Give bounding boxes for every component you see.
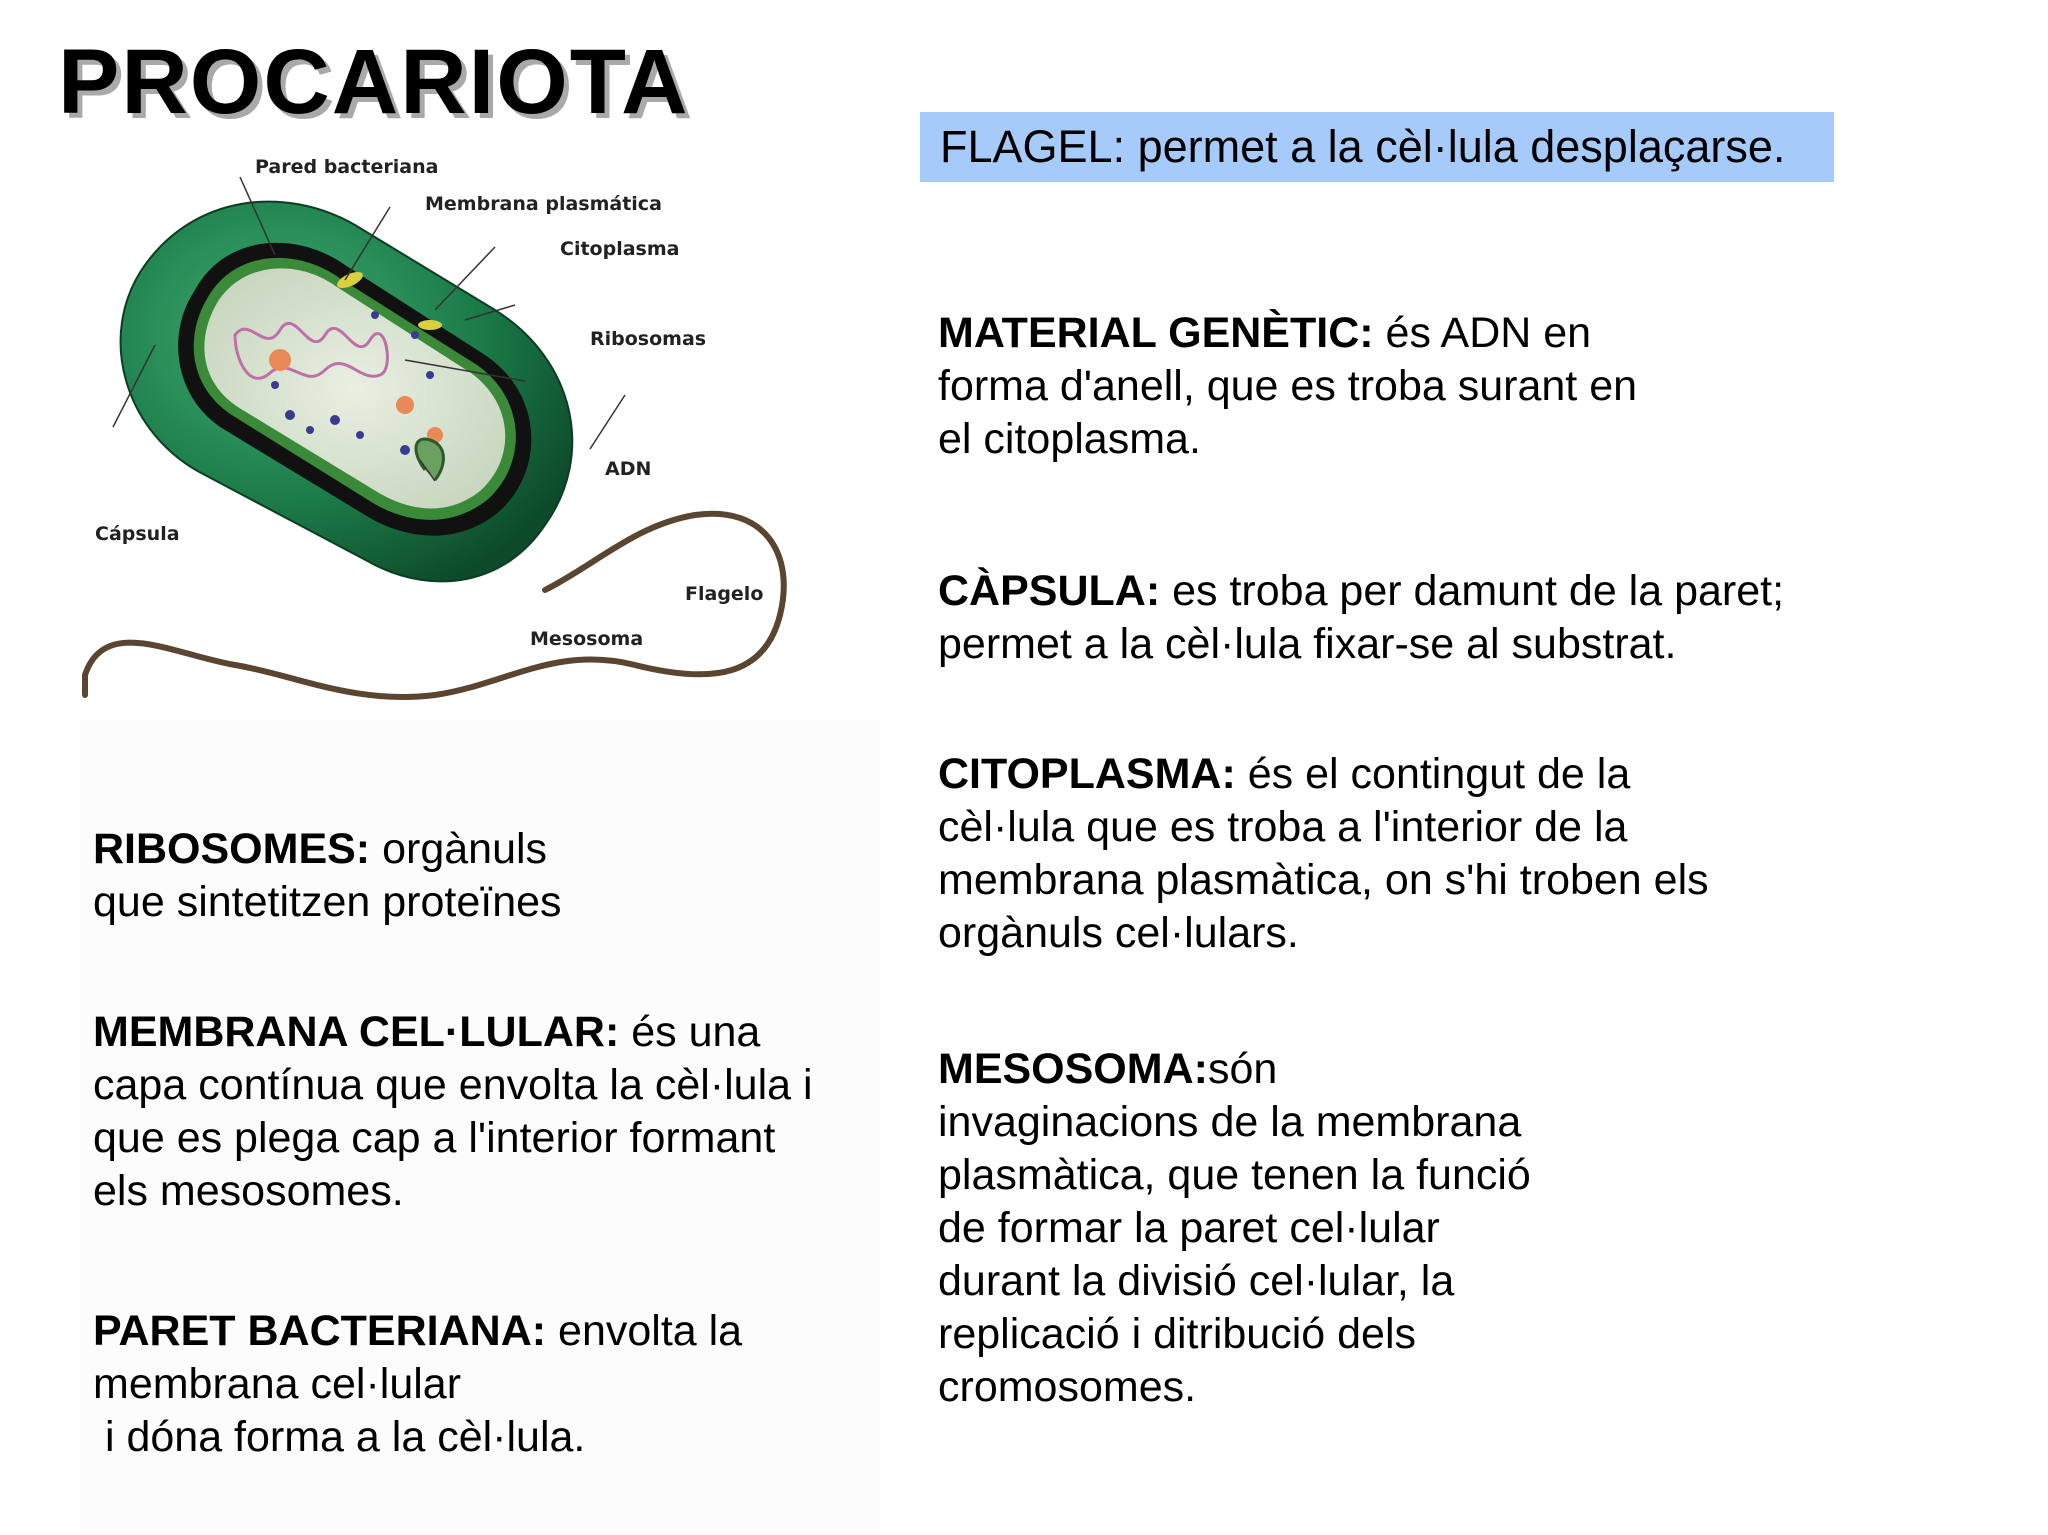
def-line: els mesosomes. xyxy=(93,1167,404,1215)
label-flagelo: Flagelo xyxy=(685,583,764,605)
def-line: orgànuls cel·lulars. xyxy=(938,909,1299,957)
def-line: i dóna forma a la cèl·lula. xyxy=(93,1413,586,1461)
def-line: cèl·lula que es troba a l'interior de la xyxy=(938,803,1628,851)
label-citoplasma: Citoplasma xyxy=(560,238,680,260)
paret-term: PARET BACTERIANA: xyxy=(93,1307,547,1355)
capsula-term: CÀPSULA: xyxy=(938,567,1161,615)
capsula-definition xyxy=(938,565,1784,671)
flagel-definition: FLAGEL: permet a la cèl·lula desplaçarse. xyxy=(920,112,1834,182)
label-membrana-plasmatica: Membrana plasmática xyxy=(425,193,662,215)
citoplasma-term: CITOPLASMA: xyxy=(938,750,1236,798)
label-capsula: Cápsula xyxy=(95,523,180,545)
def-line: és una xyxy=(619,1008,761,1056)
def-line: envolta la xyxy=(546,1307,743,1355)
def-line: durant la divisió cel·lular, la xyxy=(938,1257,1455,1305)
def-line: plasmàtica, que tenen la funció xyxy=(938,1151,1531,1199)
membrana-term: MEMBRANA CEL·LULAR: xyxy=(93,1008,620,1056)
bacterium-diagram xyxy=(75,156,835,735)
material-genetic-definition xyxy=(938,307,1637,466)
ribosomes-definition xyxy=(93,823,562,929)
def-line: són xyxy=(1207,1045,1278,1093)
ribosomes-term: RIBOSOMES: xyxy=(93,825,371,873)
def-line: capa contínua que envolta la cèl·lula i xyxy=(93,1061,813,1109)
def-line: és ADN en xyxy=(1373,309,1592,357)
def-line: cromosomes. xyxy=(938,1363,1197,1411)
def-line: el citoplasma. xyxy=(938,415,1201,463)
def-line: és el contingut de la xyxy=(1235,750,1631,798)
page-title: PROCARIOTA xyxy=(58,31,690,133)
citoplasma-definition xyxy=(938,748,1709,960)
mesosoma-definition xyxy=(938,1043,1531,1414)
def-line: membrana plasmàtica, on s'hi troben els xyxy=(938,856,1709,904)
def-line: de formar la paret cel·lular xyxy=(938,1204,1440,1252)
membrana-definition xyxy=(93,1006,813,1218)
def-line: invaginacions de la membrana xyxy=(938,1098,1522,1146)
def-line: orgànuls xyxy=(370,825,548,873)
def-line: forma d'anell, que es troba surant en xyxy=(938,362,1638,410)
label-pared-bacteriana: Pared bacteriana xyxy=(255,156,439,178)
def-line: replicació i ditribució dels xyxy=(938,1310,1416,1358)
def-line: que sintetitzen proteïnes xyxy=(93,878,562,926)
label-adn: ADN xyxy=(605,458,652,480)
def-line: membrana cel·lular xyxy=(93,1360,462,1408)
def-line: permet a la cèl·lula fixar-se al substrat. xyxy=(938,620,1677,668)
paret-definition xyxy=(93,1305,742,1464)
label-mesosoma: Mesosoma xyxy=(530,628,644,650)
def-line: que es plega cap a l'interior formant xyxy=(93,1114,776,1162)
material-genetic-term: MATERIAL GENÈTIC: xyxy=(938,309,1374,357)
label-ribosomas: Ribosomas xyxy=(590,328,707,350)
mesosoma-term: MESOSOMA: xyxy=(938,1045,1208,1093)
def-line: es troba per damunt de la paret; xyxy=(1160,567,1785,615)
